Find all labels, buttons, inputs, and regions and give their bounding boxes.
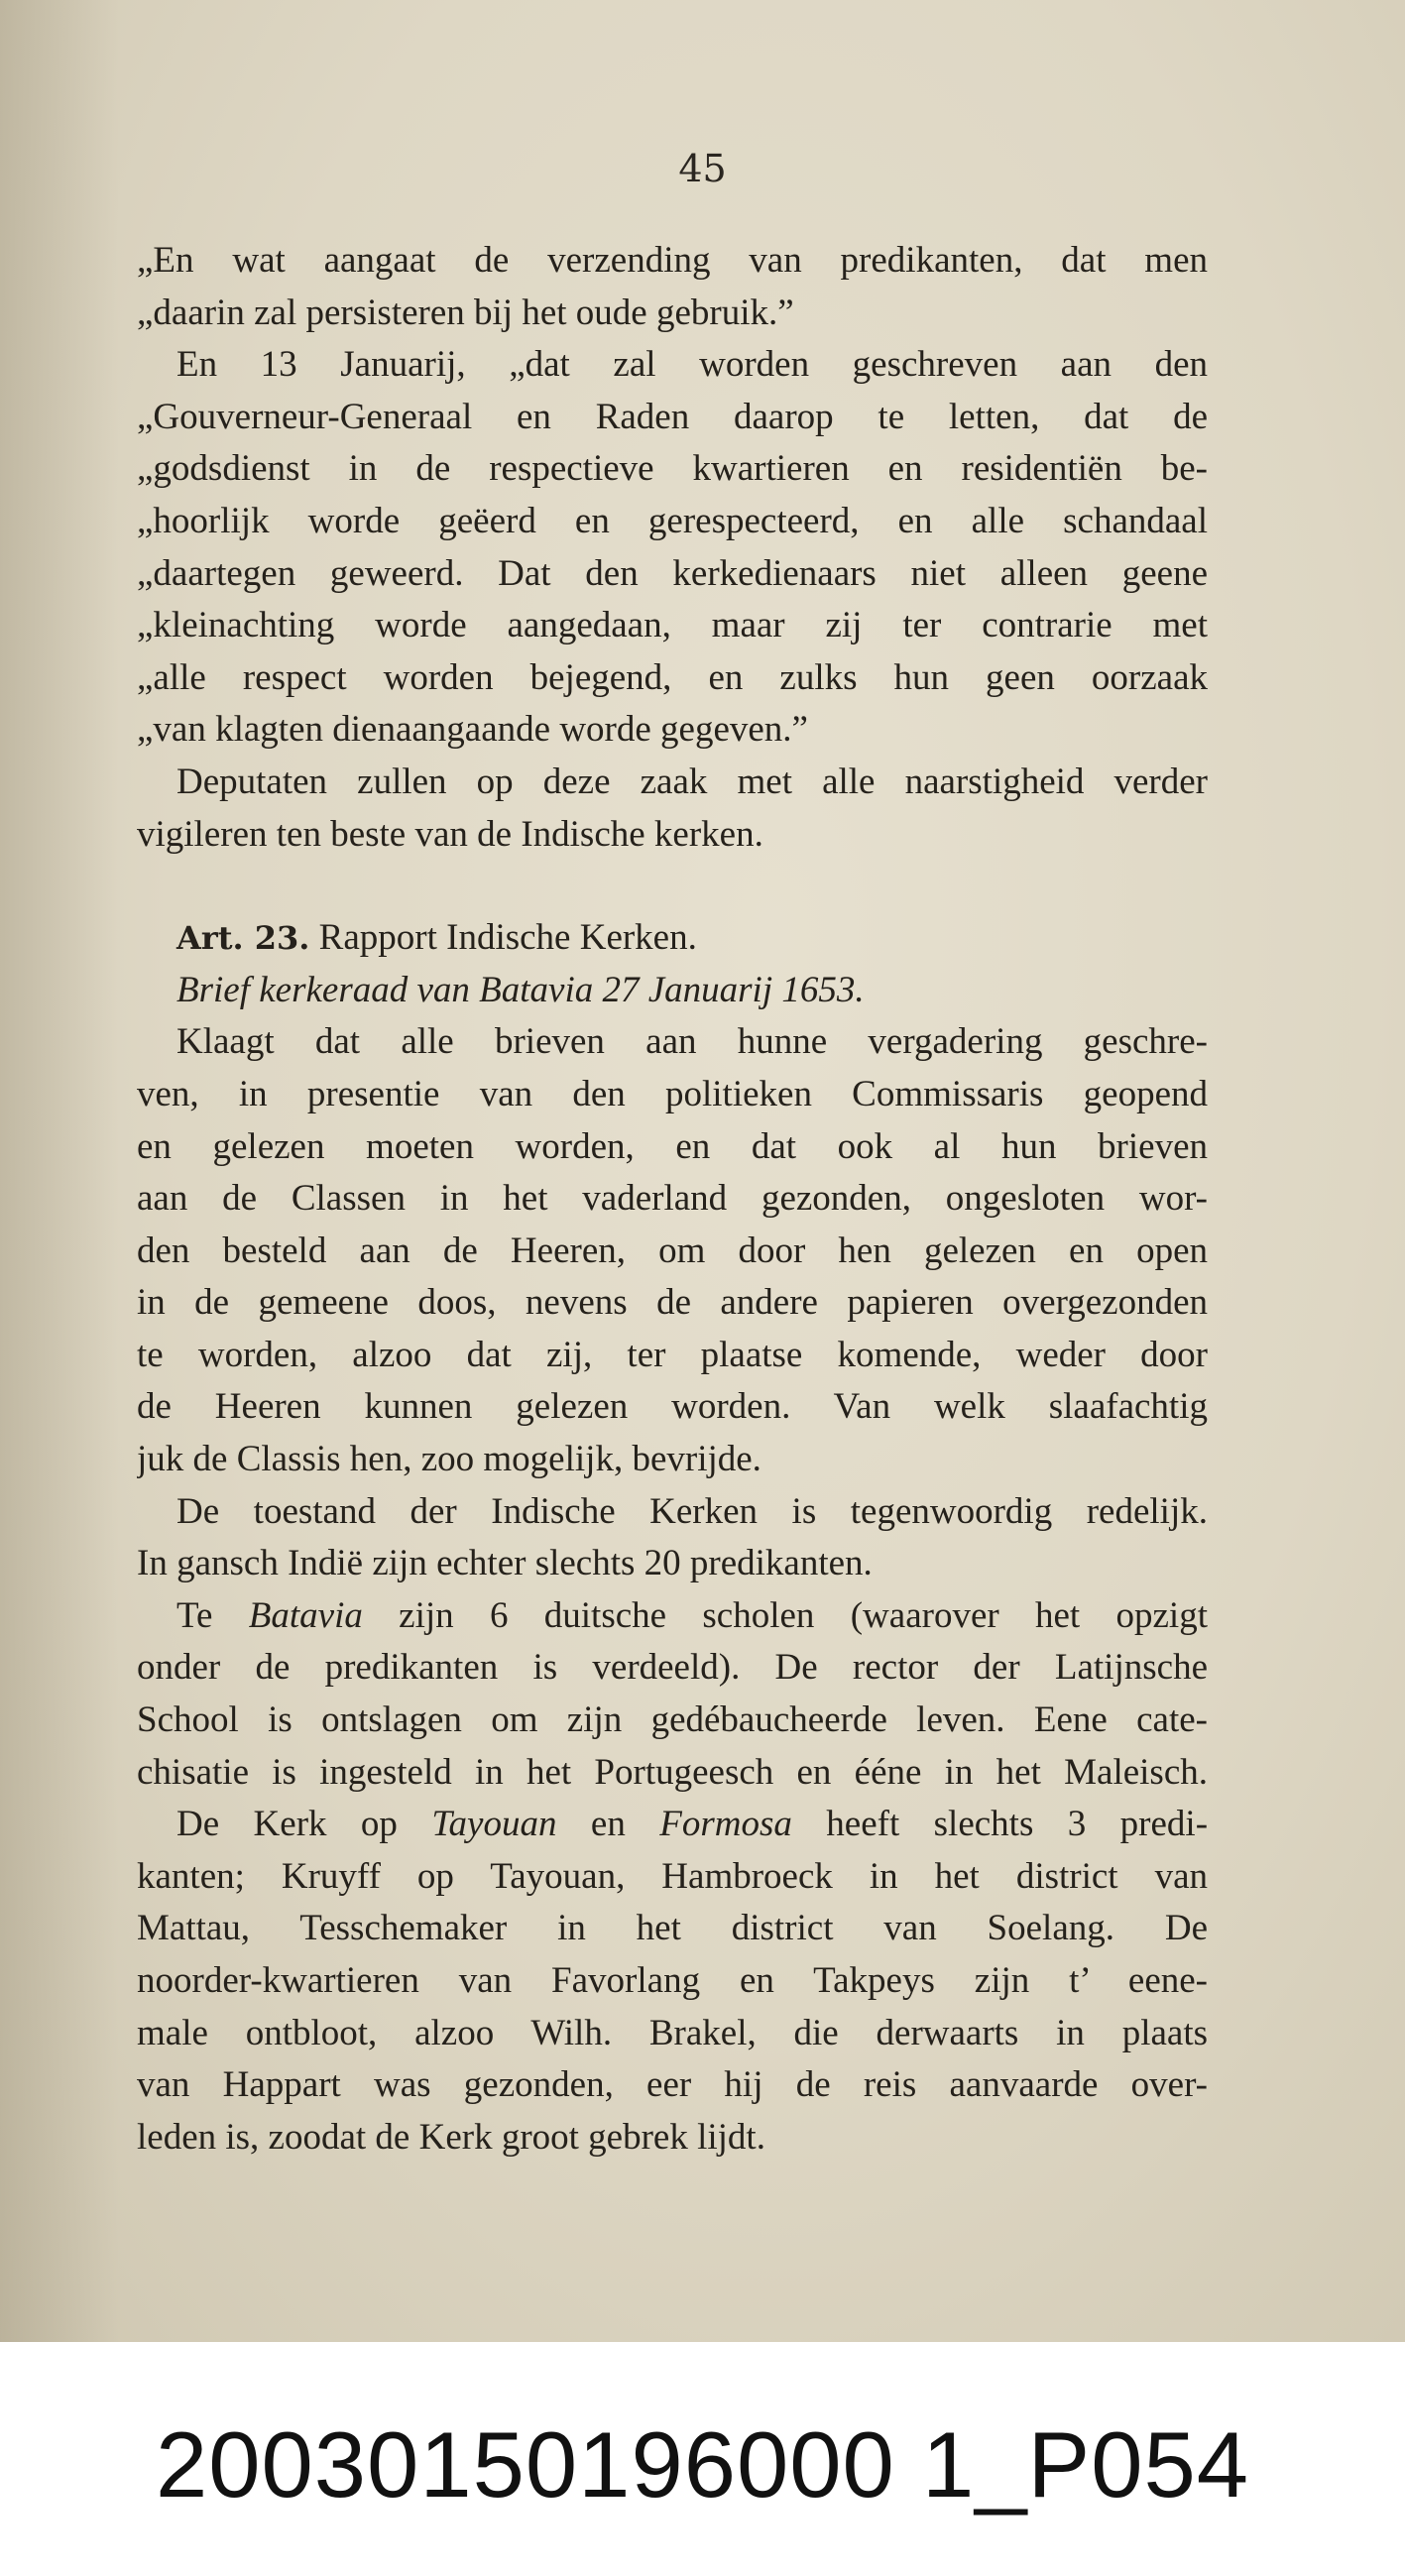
text-line [137, 1799, 1208, 1851]
text-line: „daarin zal persisteren bij het oude gebruik.” [137, 292, 794, 333]
text-line: chisatie is ingesteld in het Portugeesch en ééne in het Maleisch. [137, 1751, 1208, 1793]
text-line: De toestand der Indische Kerken is tegenwoordig redelijk. [176, 1490, 1208, 1532]
text-fragment: zijn 6 duitsche scholen (waarover het opzigt [399, 1594, 1208, 1636]
text-fragment: De Kerk op [176, 1804, 398, 1845]
text-line: „van klagten dienaangaande worde gegeven.” [137, 709, 808, 751]
text-line: ven, in presentie van den politieken Commissaris geopend [137, 1073, 1208, 1114]
text-line: in de gemeene doos, nevens de andere papieren overgezonden [137, 1282, 1208, 1324]
text-line: onder de predikanten is verdeeld). De rector der Latijnsche [137, 1647, 1208, 1689]
place-name: Batavia [248, 1594, 363, 1636]
text-line: noorder-kwartieren van Favorlang en Takpeys zijn t’ eene- [137, 1960, 1208, 2001]
text-line: In gansch Indië zijn echter slechts 20 predikanten. [137, 1543, 873, 1584]
text-line: „daartegen geweerd. Dat den kerkedienaars niet alleen geene [137, 552, 1208, 594]
text-line: „kleinachting worde aangedaan, maar zij ter contrarie met [137, 605, 1208, 646]
text-line: male ontbloot, alzoo Wilh. Brakel, die derwaarts in plaats [137, 2012, 1208, 2053]
text-line: School is ontslagen om zijn gedébaucheerde leven. Eene cate- [137, 1699, 1208, 1741]
article-title: Rapport Indische Kerken. [318, 917, 697, 959]
brief-source: Brief kerkeraad van Batavia [176, 969, 594, 1010]
text-line [137, 1590, 1208, 1643]
text-line: „alle respect worden bejegend, en zulks hun geen oorzaak [137, 656, 1208, 698]
text-line: vigileren ten beste van de Indische kerken. [137, 813, 763, 855]
text-fragment: Te [176, 1594, 213, 1636]
place-name: Tayouan [431, 1804, 557, 1845]
text-line: aan de Classen in het vaderland gezonden, ongesloten wor- [137, 1178, 1208, 1220]
text-fragment: heeft slechts 3 predi- [826, 1804, 1208, 1845]
page-body [137, 235, 1208, 2164]
text-line: „hoorlijk worde geëerd en gerespecteerd, en alle schandaal [137, 500, 1208, 541]
text-fragment: en [590, 1804, 626, 1845]
text-line: „godsdienst in de respectieve kwartieren en residentiën be- [137, 448, 1208, 490]
text-line: kanten; Kruyff op Tayouan, Hambroeck in het district van [137, 1855, 1208, 1897]
image-id-caption: 20030150196000 1_P054 [155, 2412, 1250, 2517]
text-line: „Gouverneur-Generaal en Raden daarop te letten, dat de [137, 396, 1208, 437]
article-heading [137, 912, 1208, 965]
text-line: de Heeren kunnen gelezen worden. Van welk slaafachtig [137, 1386, 1208, 1428]
section-gap [137, 861, 1208, 912]
brief-line [137, 965, 1208, 1017]
text-line: en gelezen moeten worden, en dat ook al hun brieven [137, 1125, 1208, 1167]
text-line: juk de Classis hen, zoo mogelijk, bevrijde. [137, 1439, 761, 1480]
text-line: En 13 Januarij, „dat zal worden geschreven aan den [176, 344, 1208, 386]
text-line: „En wat aangaat de verzending van predikanten, dat men [137, 240, 1208, 281]
text-line: Mattau, Tesschemaker in het district van Soelang. De [137, 1908, 1208, 1949]
text-line: leden is, zoodat de Kerk groot gebrek lijdt. [137, 2116, 765, 2158]
text-line: van Happart was gezonden, eer hij de reis aanvaarde over- [137, 2064, 1208, 2106]
text-line: den besteld aan de Heeren, om door hen gelezen en open [137, 1229, 1208, 1271]
brief-date: 27 Januarij 1653. [602, 969, 865, 1010]
page-number: 45 [678, 147, 727, 190]
text-line: Deputaten zullen op deze zaak met alle naarstigheid verder [176, 761, 1208, 802]
article-label: Art. 23. [176, 919, 310, 958]
text-line: te worden, alzoo dat zij, ter plaatse komende, weder door [137, 1334, 1208, 1375]
place-name: Formosa [659, 1804, 792, 1845]
text-line: Klaagt dat alle brieven aan hunne vergadering geschre- [176, 1021, 1208, 1063]
